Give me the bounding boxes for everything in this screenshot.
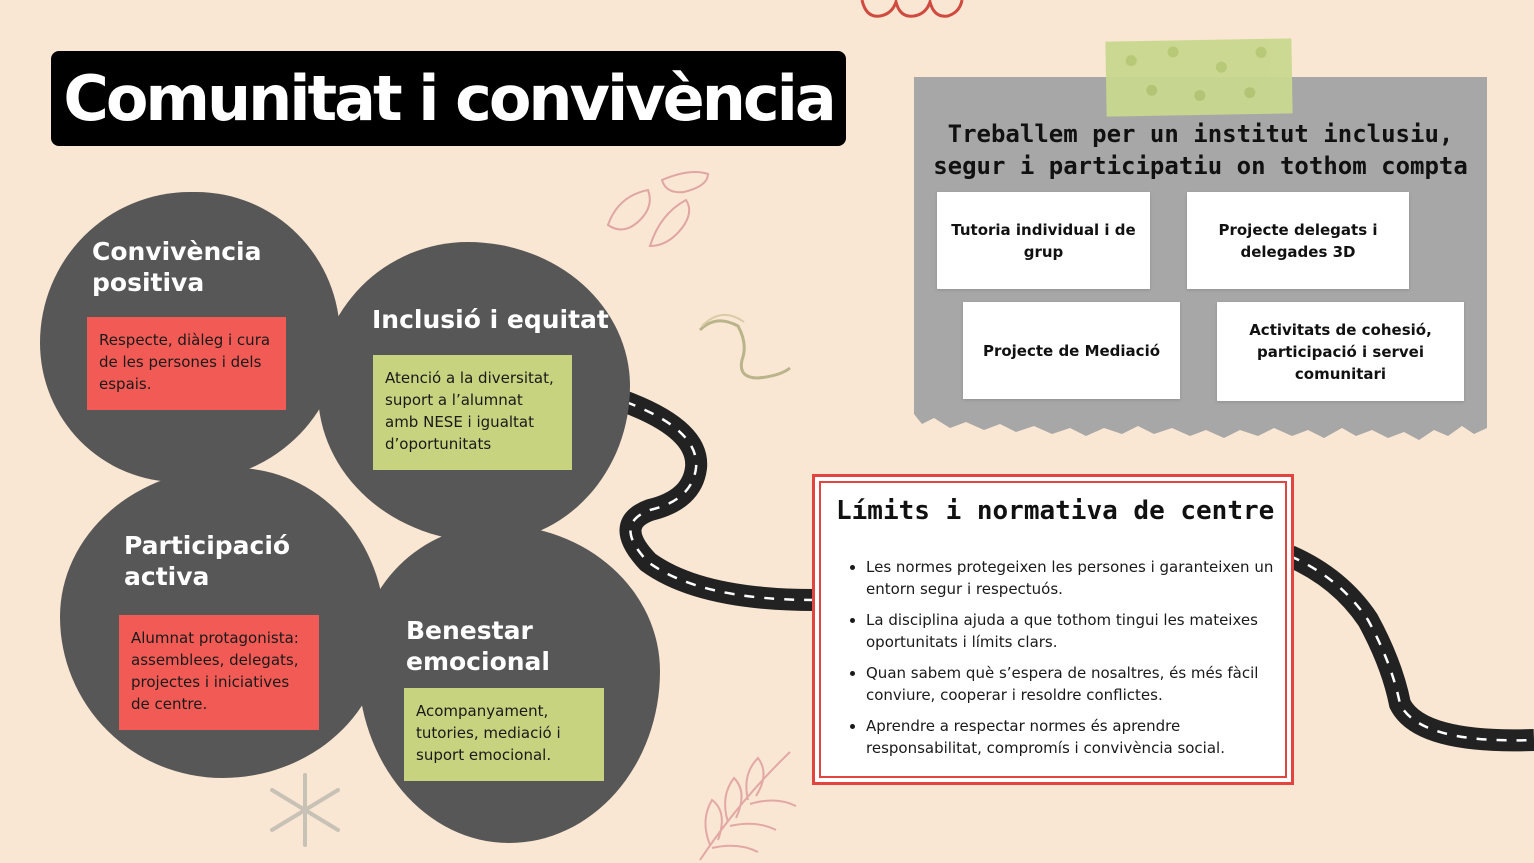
swirl-doodle — [700, 321, 790, 378]
list-item: • Aprendre a respectar normes és aprendre responsabilitat, compromís i convivència social. — [866, 715, 1286, 759]
blob-title: Convivència positiva — [92, 237, 262, 297]
list-item: • La disciplina ajuda a que tothom tingui les mateixes oportunitats i límits clars. — [866, 609, 1286, 653]
limits-title: Límits i normativa de centre — [836, 496, 1275, 526]
tape-decoration — [1105, 38, 1292, 116]
list-item: • Quan sabem què s’espera de nosaltres, és més fàcil conviure, cooperar i resoldre conflictes. — [866, 662, 1286, 706]
road-path — [1290, 556, 1534, 740]
blob-note: Alumnat protagonista: assemblees, delegats, projectes i iniciatives de centre. — [119, 615, 319, 730]
page-title: Comunitat i convivència — [63, 62, 834, 135]
fern-doodle — [700, 752, 796, 860]
leaf-doodle — [662, 172, 708, 192]
leaf-doodle — [608, 190, 650, 229]
leaf-doodle — [650, 200, 689, 246]
blob-title: Participació activa — [124, 531, 291, 591]
squiggle-doodle-top — [862, 0, 962, 16]
asterisk-doodle — [272, 775, 338, 845]
initiative-card: Projecte delegats i delegades 3D — [1187, 192, 1409, 289]
title-banner — [51, 51, 846, 146]
blob-note: Respecte, diàleg i cura de les persones i dels espais. — [87, 317, 286, 410]
initiative-card: Projecte de Mediació — [963, 302, 1180, 399]
initiative-card: Activitats de cohesió, participació i servei comunitari — [1217, 302, 1464, 401]
initiative-card: Tutoria individual i de grup — [937, 192, 1150, 289]
list-item: • Les normes protegeixen les persones i garanteixen un entorn segur i respectuós. — [866, 556, 1286, 600]
blob-note: Atenció a la diversitat, suport a l’alumnat amb NESE i igualtat d’oportunitats — [373, 355, 572, 470]
torn-paper-edge — [914, 400, 1487, 442]
road-path — [626, 402, 814, 600]
blob-title: Inclusió i equitat — [372, 305, 609, 334]
limits-list — [848, 556, 1286, 768]
blob-title: Benestar emocional — [406, 616, 550, 676]
panel-heading: Treballem per un institut inclusiu, segur i participatiu on tothom compta — [933, 120, 1468, 180]
blob-note: Acompanyament, tutories, mediació i suport emocional. — [404, 688, 604, 781]
